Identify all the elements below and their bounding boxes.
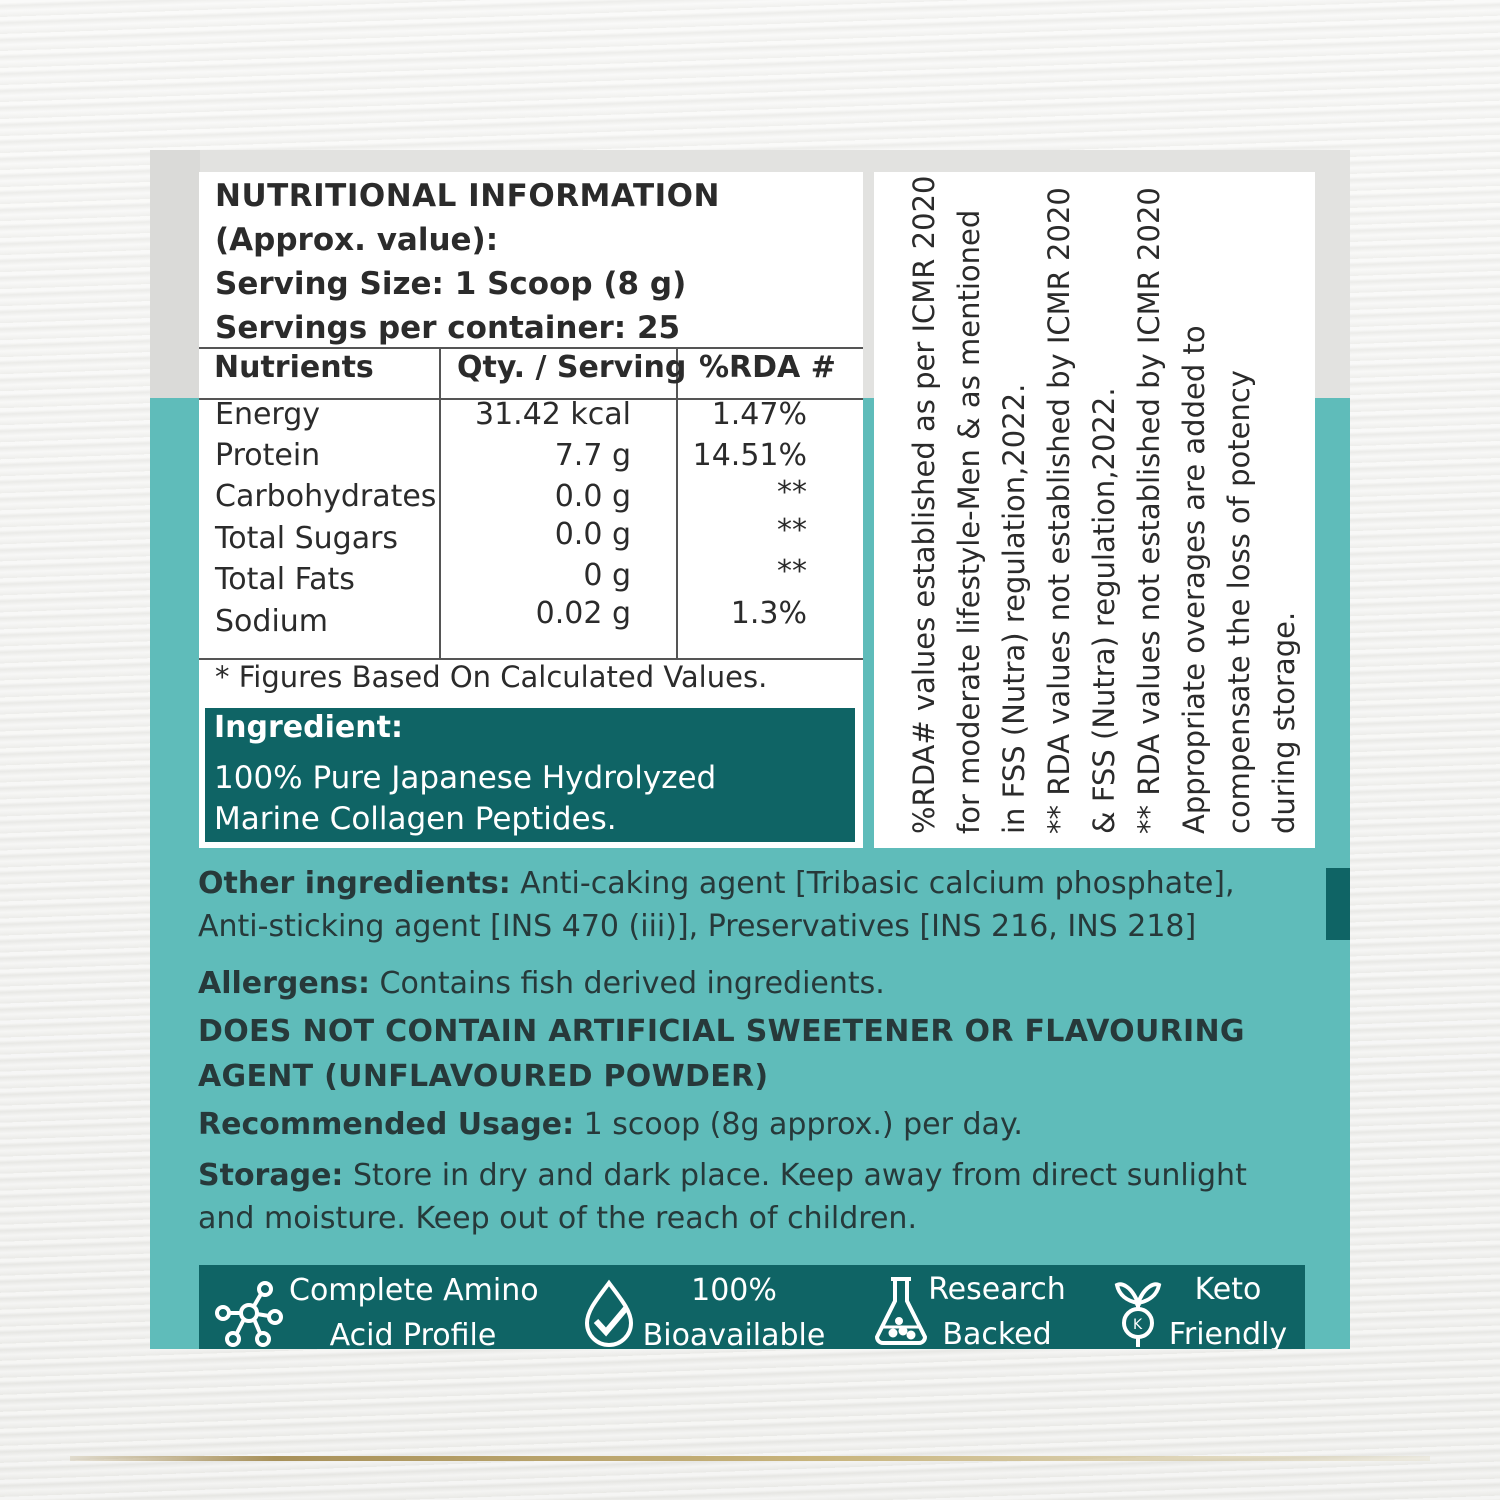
badge-keto <box>1109 1265 1305 1349</box>
nutrient-name: Energy <box>215 397 321 432</box>
nutrient-rda: ** <box>777 513 807 548</box>
table-row <box>199 513 863 562</box>
badge-amino <box>199 1265 559 1349</box>
table-top-rule <box>199 347 863 349</box>
rda-note-line: %RDA# values established as per ICMR 2020 <box>907 175 941 834</box>
sprout-radish-icon <box>1113 1273 1163 1349</box>
storage <box>198 1154 1258 1240</box>
flask-icon <box>871 1275 931 1347</box>
usage-label: Recommended Usage: <box>198 1107 575 1142</box>
nutrient-rda: 1.47% <box>711 397 807 432</box>
molecule-icon <box>213 1277 285 1349</box>
allergens-label: Allergens: <box>198 966 370 1001</box>
drop-check-icon <box>579 1279 639 1347</box>
badge-line: Complete Amino <box>289 1273 539 1308</box>
other-ingredients-label: Other ingredients: <box>198 866 511 901</box>
nutrient-qty: 0.0 g <box>554 517 631 552</box>
nutrient-name: Sodium <box>215 604 329 639</box>
nutrition-panel <box>199 172 863 848</box>
table-row <box>199 475 863 520</box>
gold-decorative-line <box>70 1456 1430 1461</box>
badge-line: Research <box>928 1272 1066 1307</box>
rda-note-line: during storage. <box>1267 611 1301 834</box>
nutrient-qty: 0.02 g <box>535 596 631 631</box>
nutrient-name: Total Sugars <box>215 521 399 556</box>
svg-text:K: K <box>1133 1317 1143 1333</box>
badge-text <box>925 1267 1069 1349</box>
rda-note-line: in FSS (Nutra) regulation,2022. <box>997 383 1031 834</box>
nutrient-qty: 31.42 kcal <box>474 397 631 432</box>
table-row <box>199 438 863 479</box>
rda-note-line: ** RDA values not established by ICMR 2020 <box>1132 187 1166 834</box>
nutrient-name: Protein <box>215 438 321 473</box>
table-row <box>199 596 863 645</box>
nutrient-rda: ** <box>777 475 807 510</box>
badge-line: Friendly <box>1168 1317 1288 1349</box>
ingredient-text <box>214 758 716 840</box>
rda-note-line: ** RDA values not established by ICMR 2020 <box>1042 187 1076 834</box>
nutrition-heading: NUTRITIONAL INFORMATION <box>215 178 720 214</box>
column-header-nutrients: Nutrients <box>214 350 374 385</box>
badge-text <box>639 1268 829 1349</box>
nutrient-rda: 14.51% <box>692 438 807 473</box>
nutrient-name: Carbohydrates <box>215 479 437 514</box>
nutrient-name: Total Fats <box>215 562 355 597</box>
serving-size: Serving Size: 1 Scoop (8 g) <box>215 266 687 302</box>
badge-bioavailable <box>569 1265 859 1349</box>
badge-line: Keto <box>1194 1272 1262 1307</box>
table-row <box>199 397 863 438</box>
allergens <box>198 962 1298 1005</box>
badge-line: Backed <box>942 1317 1052 1349</box>
rda-note-line: compensate the loss of potency <box>1222 370 1256 834</box>
badge-line: 100% <box>691 1273 777 1308</box>
side-tab-marker <box>1326 868 1350 940</box>
feature-badge-bar <box>199 1265 1305 1349</box>
ingredient-box <box>205 708 855 842</box>
recommended-usage <box>198 1103 1298 1146</box>
nutrient-qty: 0.0 g <box>554 479 631 514</box>
badge-research <box>869 1265 1079 1349</box>
allergens-text: Contains fish derived ingredients. <box>369 966 885 1001</box>
nutrition-header <box>215 174 720 350</box>
rda-notes-panel <box>874 172 1315 848</box>
rda-notes-text <box>902 175 1307 834</box>
label-shadow-strip <box>150 150 200 400</box>
badge-line: Acid Profile <box>329 1318 497 1349</box>
nutrient-qty: 0 g <box>583 558 631 593</box>
storage-label: Storage: <box>198 1158 344 1193</box>
calculated-values-footnote: * Figures Based On Calculated Values. <box>215 660 768 694</box>
other-ingredients <box>198 862 1298 948</box>
usage-text: 1 scoop (8g approx.) per day. <box>574 1107 1023 1142</box>
nutrient-rda: 1.3% <box>730 596 807 631</box>
ingredient-line: Marine Collagen Peptides. <box>214 801 617 837</box>
ingredient-line: 100% Pure Japanese Hydrolyzed <box>214 760 717 796</box>
ingredient-title: Ingredient: <box>214 710 403 745</box>
badge-text <box>1163 1267 1293 1349</box>
rda-note-line: & FSS (Nutra) regulation,2022. <box>1087 387 1121 834</box>
nutrient-qty: 7.7 g <box>554 438 631 473</box>
servings-per-container: Servings per container: 25 <box>215 310 681 346</box>
approx-value-label: (Approx. value): <box>215 222 499 258</box>
no-artificial-statement: DOES NOT CONTAIN ARTIFICIAL SWEETENER OR FLAVOURING AGENT (UNFLAVOURED POWDER) <box>198 1014 1245 1094</box>
badge-line: Bioavailable <box>642 1318 826 1349</box>
nutrient-rda: ** <box>777 554 807 589</box>
badge-text <box>289 1268 537 1349</box>
other-ingredients-text: Anti-caking agent [Tribasic calcium phosphate], Anti-sticking agent [INS 470 (iii)], Preservatives [INS 216, INS 218] <box>198 866 1235 944</box>
storage-text: Store in dry and dark place. Keep away from direct sunlight and moisture. Keep out of the reach of children. <box>198 1158 1247 1236</box>
rda-note-line: for moderate lifestyle-Men & as mentioned <box>952 209 986 834</box>
column-header-rda: %RDA # <box>699 350 836 385</box>
column-header-qty: Qty. / Serving <box>457 350 687 385</box>
rda-note-line: Appropriate overages are added to <box>1177 325 1211 834</box>
